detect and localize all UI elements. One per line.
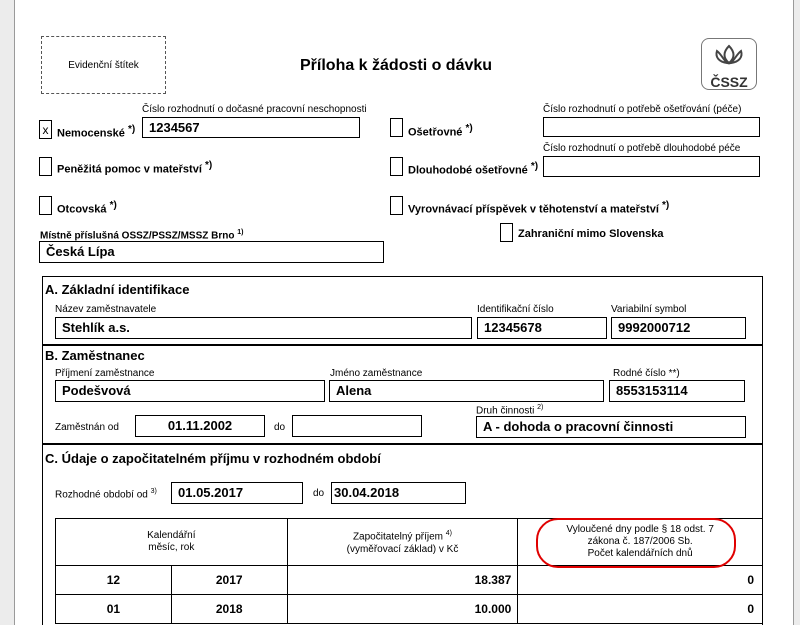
surname-field[interactable]: Podešvová — [55, 380, 325, 402]
employed-to-field[interactable] — [292, 415, 422, 437]
sick-number-field[interactable]: 1234567 — [142, 117, 360, 138]
dlouhodobe-checkbox[interactable] — [390, 157, 403, 176]
nemocenske-label: Nemocenské *) — [57, 124, 136, 140]
employer-label: Název zaměstnavatele — [55, 304, 157, 315]
period-to-field[interactable]: 30.04.2018 — [331, 482, 466, 504]
birth-number-label: Rodné číslo **) — [613, 368, 680, 379]
page-title: Příloha k žádosti o dávku — [300, 57, 493, 74]
income-cell[interactable]: 10.000 — [287, 595, 518, 624]
otcovska-label: Otcovská *) — [57, 200, 117, 216]
table-row — [56, 595, 763, 624]
month-cell[interactable]: 12 — [56, 566, 172, 595]
period-to-label: do — [313, 488, 325, 499]
osetrovne-checkbox[interactable] — [390, 118, 403, 137]
otcovska-checkbox[interactable] — [39, 196, 52, 215]
osetrovne-label: Ošetřovné *) — [408, 123, 473, 139]
penezita-checkbox[interactable] — [39, 157, 52, 176]
document-page — [14, 0, 794, 625]
id-number-field[interactable]: 12345678 — [477, 317, 607, 339]
zahranicni-label: Zahraniční mimo Slovenska — [518, 228, 664, 240]
surname-label: Příjmení zaměstnance — [55, 368, 155, 379]
id-number-label: Identifikační číslo — [477, 304, 554, 315]
care-number-field[interactable] — [543, 117, 760, 137]
lotus-icon — [709, 43, 749, 67]
birth-number-field[interactable]: 8553153114 — [609, 380, 745, 402]
section-c-title: C. Údaje o započitatelném příjmu v rozhodném období — [45, 451, 381, 466]
employed-to-label: do — [274, 422, 286, 433]
section-b-title: B. Zaměstnanec — [45, 348, 145, 363]
first-name-label: Jméno zaměstnance — [330, 368, 423, 379]
employer-field[interactable]: Stehlík a.s. — [55, 317, 472, 339]
employed-from-field[interactable]: 01.11.2002 — [135, 415, 265, 437]
income-cell[interactable]: 18.387 — [287, 566, 518, 595]
office-field[interactable]: Česká Lípa — [39, 241, 384, 263]
var-symbol-field[interactable]: 9992000712 — [611, 317, 746, 339]
dlouhodobe-label: Dlouhodobé ošetřovné *) — [408, 161, 539, 177]
first-name-field[interactable]: Alena — [329, 380, 604, 402]
office-label: Místně příslušná OSSZ/PSSZ/MSSZ Brno $^{1)}$ — [40, 229, 244, 242]
table-row — [56, 566, 763, 595]
month-year-header: Kalendářní měsíc, rok — [56, 519, 288, 566]
period-from-field[interactable]: 01.05.2017 — [171, 482, 303, 504]
year-cell[interactable]: 2018 — [171, 595, 287, 624]
nemocenske-checkbox[interactable]: x — [39, 120, 52, 139]
days-cell[interactable]: 0 — [518, 595, 763, 624]
logo-text: ČSSZ — [710, 74, 748, 90]
long-care-number-label: Číslo rozhodnutí o potřebě dlouhodobé péče — [543, 143, 741, 154]
care-number-label: Číslo rozhodnutí o potřebě ošetřování (péče) — [543, 104, 742, 115]
section-a-title: A. Základní identifikace — [45, 282, 190, 297]
income-header: Započitatelný příjem $^{4)}$ (vyměřovací základ) v Kč — [287, 519, 518, 566]
period-from-label: Rozhodné období od $^{3)}$ — [55, 488, 157, 501]
activity-label: Druh činnosti $^{2)}$ — [476, 404, 544, 417]
days-cell[interactable]: 0 — [518, 566, 763, 595]
month-cell[interactable]: 01 — [56, 595, 172, 624]
cssz-logo — [701, 38, 757, 90]
var-symbol-label: Variabilní symbol — [611, 304, 687, 315]
long-care-number-field[interactable] — [543, 156, 760, 177]
employed-from-label: Zaměstnán od — [55, 422, 119, 433]
stamp-label: Evidenční štítek — [68, 59, 139, 71]
penezita-label: Peněžitá pomoc v mateřství *) — [57, 160, 213, 176]
zahranicni-checkbox[interactable] — [500, 223, 513, 242]
sick-number-label: Číslo rozhodnutí o dočasné pracovní neschopnosti — [142, 104, 367, 115]
activity-field[interactable]: A - dohoda o pracovní činnosti — [476, 416, 746, 438]
vyrovnavaci-label: Vyrovnávací příspěvek v těhotenství a mateřství *) — [408, 200, 670, 216]
excluded-days-header: Vyloučené dny podle § 18 odst. 7 zákona č. 187/2006 Sb. Počet kalendářních dnů — [518, 519, 763, 566]
vyrovnavaci-checkbox[interactable] — [390, 196, 403, 215]
year-cell[interactable]: 2017 — [171, 566, 287, 595]
evidence-stamp-box — [41, 36, 166, 94]
highlight-circle — [536, 518, 736, 568]
